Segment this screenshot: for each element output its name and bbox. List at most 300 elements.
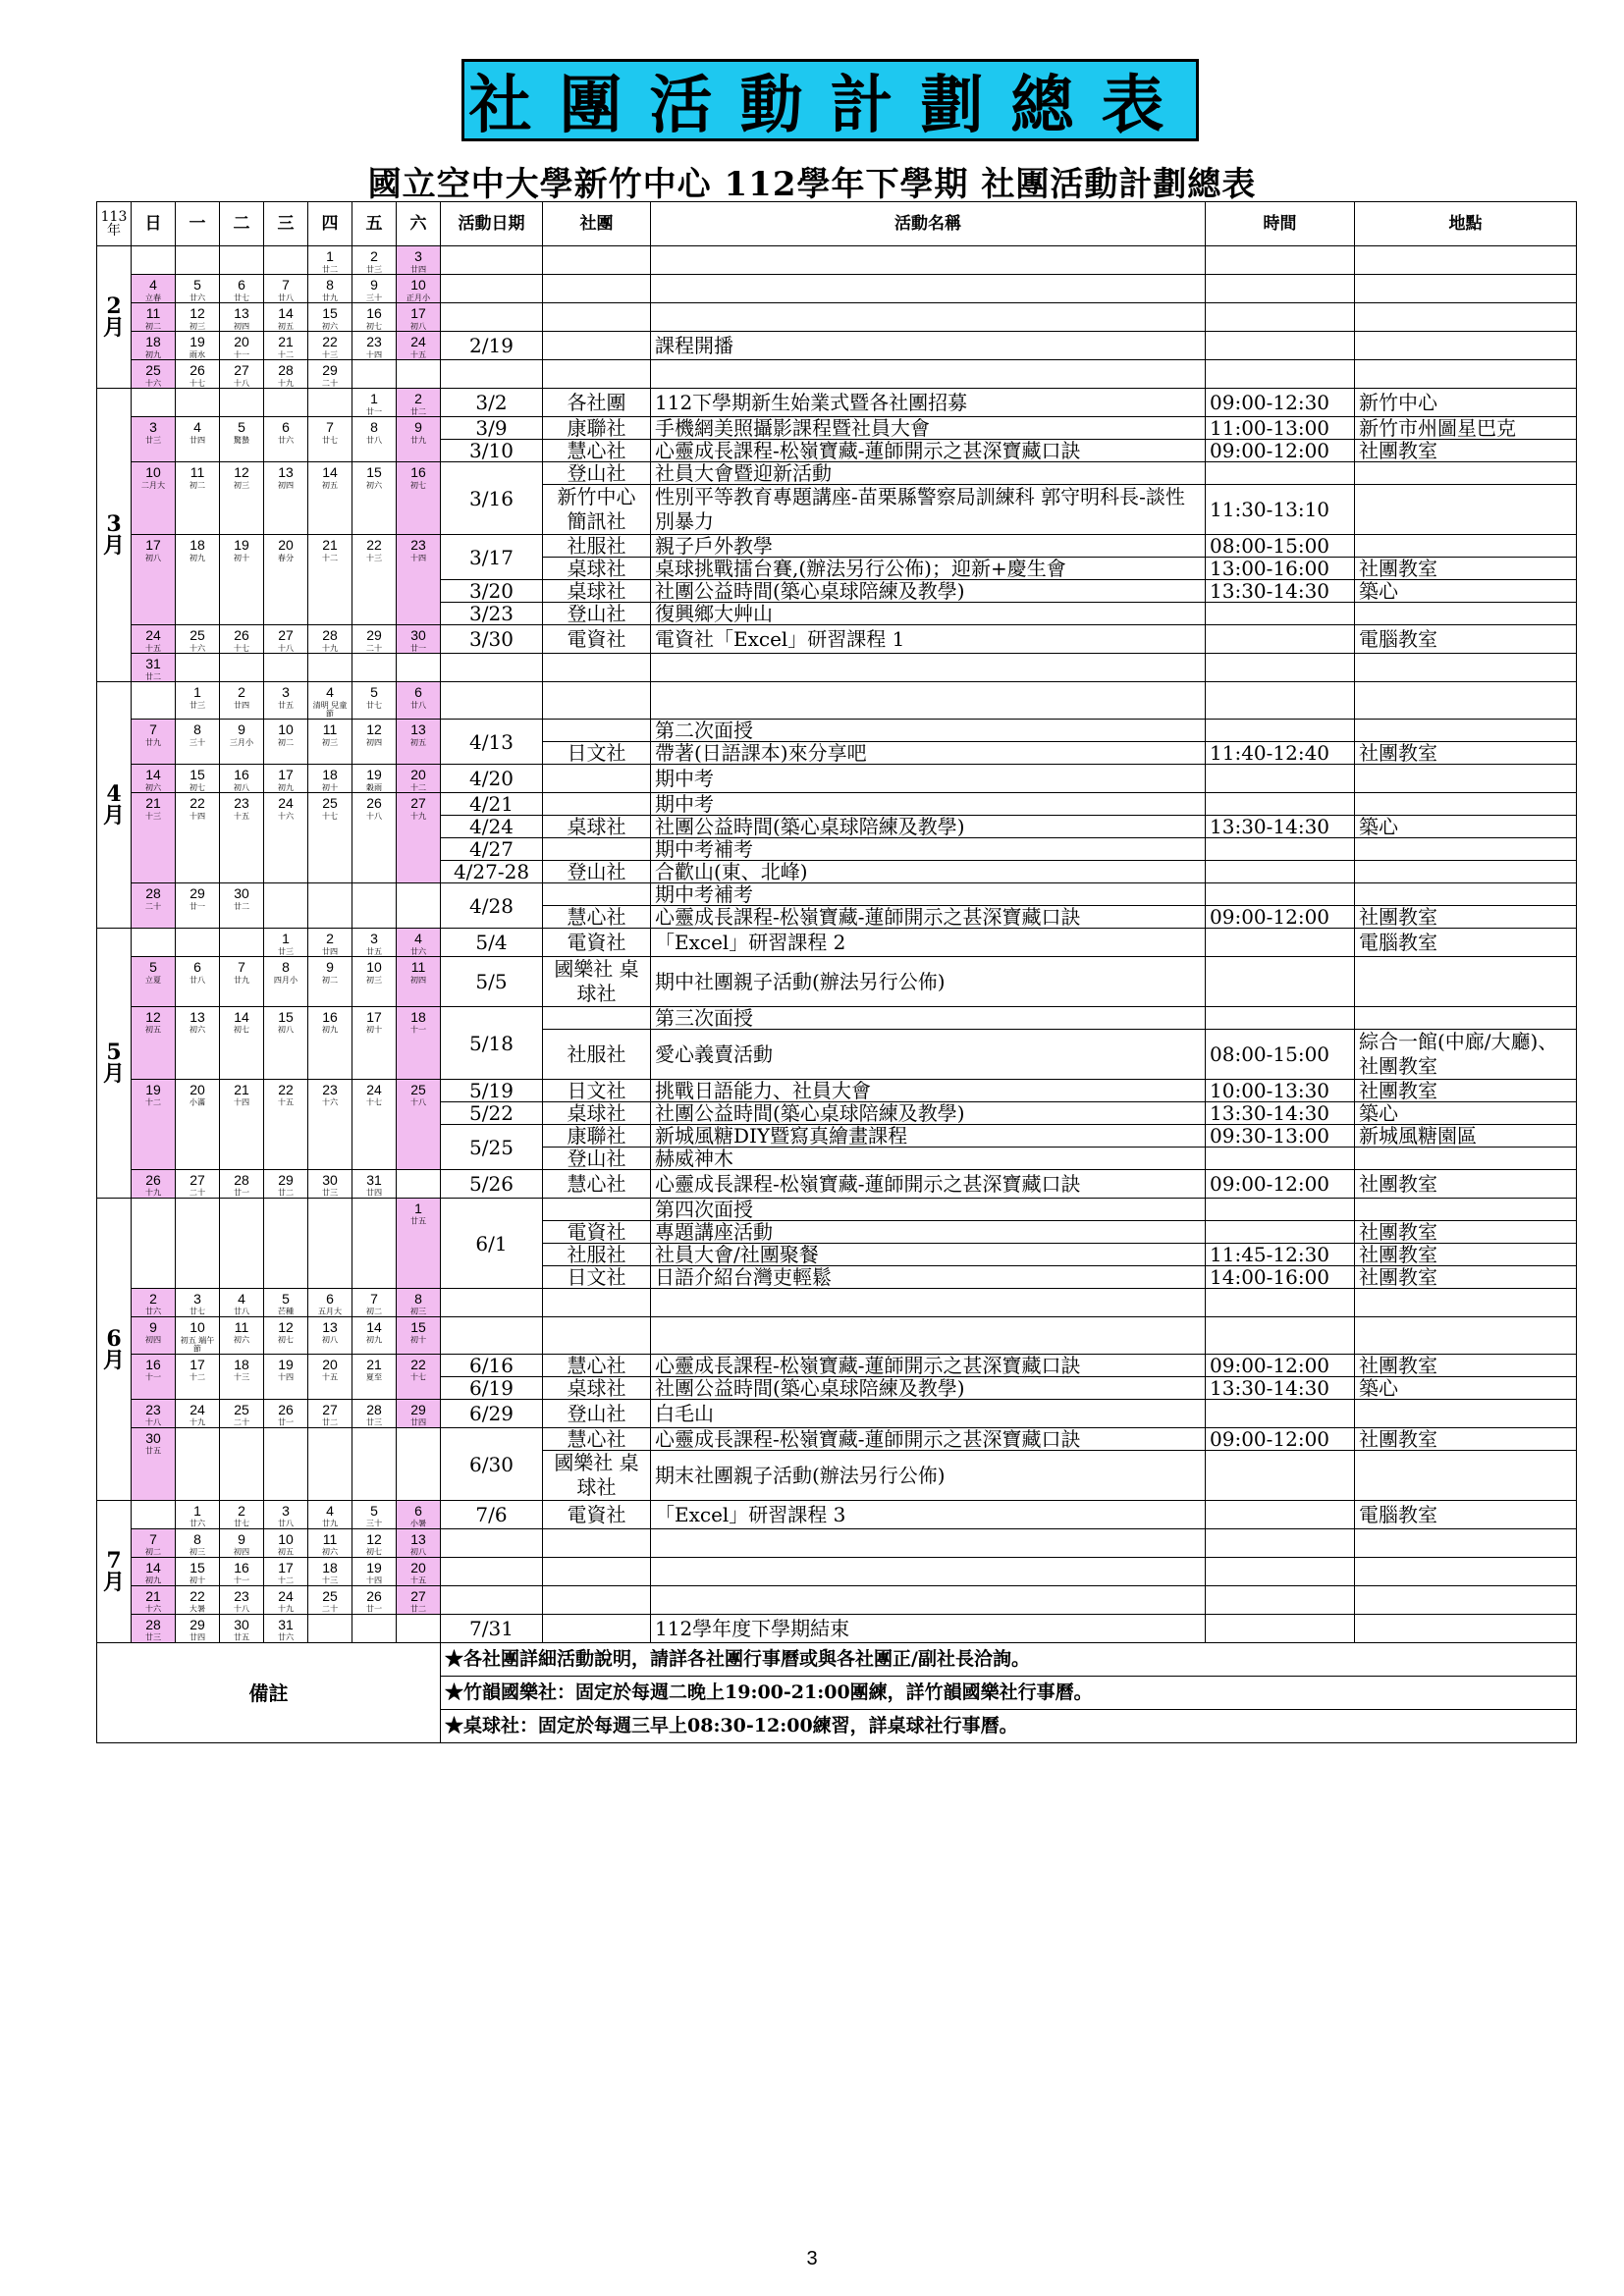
calendar-day [132, 1501, 176, 1529]
activity-date: 7/31 [441, 1615, 543, 1643]
lunar-date: 廿八 [277, 293, 295, 302]
lunar-date: 初四 [144, 1335, 162, 1345]
plan-body [97, 246, 1577, 1643]
lunar-date: 廿九 [144, 737, 162, 747]
calendar-day [352, 1428, 397, 1501]
header-day-mon: 一 [176, 202, 220, 246]
lunar-date: 初九 [277, 782, 295, 792]
day-number: 17 [145, 537, 161, 553]
lunar-date: 十四 [409, 553, 427, 562]
day-number: 24 [366, 1082, 382, 1097]
calendar-day [132, 1317, 176, 1355]
calendar-day [176, 1317, 220, 1355]
day-number: 4 [414, 931, 422, 946]
day-number: 8 [282, 959, 290, 975]
activity-name: 新城風糖DIY暨寫真繪畫課程 [651, 1125, 1206, 1148]
table-row [97, 1529, 1577, 1558]
calendar-day [308, 625, 352, 654]
calendar-day [132, 417, 176, 462]
calendar-day [132, 1615, 176, 1643]
calendar-day [176, 793, 220, 883]
day-number: 9 [414, 419, 422, 435]
activity-time: 13:30-14:30 [1206, 816, 1355, 838]
activity-place: 社團教室 [1355, 1170, 1577, 1199]
calendar-day [264, 883, 308, 929]
activity-club: 國樂社 桌球社 [543, 957, 651, 1007]
calendar-day [220, 720, 264, 765]
activity-place: 築心 [1355, 816, 1577, 838]
lunar-date: 十一 [233, 1575, 250, 1585]
activity-club: 慧心社 [543, 440, 651, 462]
note-line: ★各社團詳細活動說明，請詳各社團行事曆或與各社團正/副社長洽詢。 [441, 1643, 1577, 1677]
lunar-date: 十八 [409, 1097, 427, 1107]
calendar-day [352, 957, 397, 1007]
activity-place: 社團教室 [1355, 1266, 1577, 1289]
lunar-date: 十五 [409, 1575, 427, 1585]
calendar-day [397, 957, 441, 1007]
calendar-day [264, 1289, 308, 1317]
lunar-date: 十二 [409, 782, 427, 792]
calendar-day [132, 765, 176, 793]
calendar-day [397, 1317, 441, 1355]
calendar-day [220, 883, 264, 929]
activity-name: 期中考 [651, 793, 1206, 816]
activity-time: 09:00-12:30 [1206, 389, 1355, 417]
lunar-date: 廿一 [365, 406, 383, 416]
calendar-day [220, 1170, 264, 1199]
day-number: 16 [234, 767, 249, 782]
table-row [97, 682, 1577, 720]
calendar-day [132, 1080, 176, 1170]
lunar-date: 初三 [233, 480, 250, 490]
day-number: 7 [238, 959, 245, 975]
calendar-day [352, 682, 397, 720]
lunar-date: 初七 [233, 1025, 250, 1035]
day-number: 2 [414, 391, 422, 406]
lunar-date: 廿三 [365, 1417, 383, 1427]
lunar-date: 十七 [409, 1372, 427, 1382]
calendar-day [220, 1428, 264, 1501]
day-number: 14 [278, 305, 294, 321]
calendar-day [308, 1199, 352, 1289]
day-number: 21 [366, 1357, 382, 1372]
lunar-date: 廿二 [409, 1604, 427, 1614]
activity-place: 新城風糖園區 [1355, 1125, 1577, 1148]
activity-date [441, 654, 543, 682]
day-number: 5 [193, 277, 201, 293]
lunar-date: 初二 [277, 737, 295, 747]
calendar-day [397, 1428, 441, 1501]
calendar-day [264, 1199, 308, 1289]
lunar-date: 廿三 [277, 946, 295, 956]
calendar-day [352, 654, 397, 682]
day-number: 14 [234, 1009, 249, 1025]
lunar-date: 芒種 [277, 1307, 295, 1316]
day-number: 18 [322, 1560, 338, 1575]
day-number: 12 [145, 1009, 161, 1025]
calendar-day [264, 1170, 308, 1199]
calendar-day [352, 535, 397, 625]
day-number: 12 [366, 721, 382, 737]
lunar-date: 初二 [189, 480, 206, 490]
day-number: 28 [234, 1172, 249, 1188]
day-number: 23 [234, 1588, 249, 1604]
day-number: 9 [326, 959, 334, 975]
day-number: 31 [366, 1172, 382, 1188]
calendar-day [176, 765, 220, 793]
activity-place [1355, 462, 1577, 485]
activity-club [543, 360, 651, 389]
activity-date: 5/25 [441, 1125, 543, 1170]
calendar-day [397, 720, 441, 765]
activity-name: 性別平等教育專題講座-苗栗縣警察局訓練科 郭守明科長-談性別暴力 [651, 485, 1206, 535]
calendar-day [264, 654, 308, 682]
calendar-day [352, 1080, 397, 1170]
activity-place [1355, 303, 1577, 332]
day-number: 8 [414, 1291, 422, 1307]
calendar-day [264, 1400, 308, 1428]
lunar-date: 廿四 [189, 435, 206, 445]
day-number: 5 [370, 684, 378, 700]
activity-name [651, 1558, 1206, 1586]
header-day-sat: 六 [397, 202, 441, 246]
calendar-day [132, 1170, 176, 1199]
activity-name: 赫威神木 [651, 1148, 1206, 1170]
lunar-date: 初五 [144, 1025, 162, 1035]
day-number: 14 [145, 767, 161, 782]
lunar-date: 初七 [189, 782, 206, 792]
day-number: 10 [366, 959, 382, 975]
table-row [97, 1170, 1577, 1199]
activity-club: 新竹中心 簡訊社 [543, 485, 651, 535]
activity-name: 復興鄉大艸山 [651, 603, 1206, 625]
header-place: 地點 [1355, 202, 1577, 246]
activity-time [1206, 929, 1355, 957]
activity-date: 4/27 [441, 838, 543, 861]
calendar-day [132, 1529, 176, 1558]
lunar-date: 十一 [233, 349, 250, 359]
day-number: 29 [322, 362, 338, 378]
lunar-date: 立春 [144, 293, 162, 302]
activity-date: 4/24 [441, 816, 543, 838]
lunar-date: 廿八 [365, 435, 383, 445]
calendar-day [397, 1170, 441, 1199]
calendar-day [352, 1558, 397, 1586]
activity-name: 社團公益時間(築心桌球陪練及教學) [651, 1102, 1206, 1125]
lunar-date: 十八 [365, 811, 383, 821]
calendar-day [352, 389, 397, 417]
day-number: 29 [410, 1402, 426, 1417]
calendar-day [397, 654, 441, 682]
lunar-date: 廿九 [321, 1519, 339, 1528]
day-number: 19 [189, 334, 205, 349]
calendar-day [176, 1355, 220, 1400]
calendar-day [132, 883, 176, 929]
activity-date [441, 682, 543, 720]
lunar-date: 初六 [144, 782, 162, 792]
lunar-date: 十五 [233, 811, 250, 821]
header-day-fri: 五 [352, 202, 397, 246]
calendar-day [132, 1558, 176, 1586]
lunar-date: 廿六 [277, 435, 295, 445]
activity-name: 日語介紹台灣吏輕鬆 [651, 1266, 1206, 1289]
calendar-day [308, 1428, 352, 1501]
lunar-date: 十九 [277, 1604, 295, 1614]
day-number: 15 [410, 1319, 426, 1335]
lunar-date: 初三 [189, 321, 206, 331]
activity-club [543, 682, 651, 720]
lunar-date: 初七 [365, 321, 383, 331]
calendar-day [397, 625, 441, 654]
calendar-day [397, 275, 441, 303]
calendar-day [308, 1615, 352, 1643]
calendar-day [176, 1080, 220, 1170]
table-row [97, 303, 1577, 332]
calendar-day [132, 275, 176, 303]
activity-place: 社團教室 [1355, 906, 1577, 929]
lunar-date: 廿七 [321, 435, 339, 445]
calendar-day [352, 1007, 397, 1080]
day-number: 29 [189, 885, 205, 901]
day-number: 16 [366, 305, 382, 321]
activity-club [543, 654, 651, 682]
calendar-day [397, 929, 441, 957]
activity-name: 專題講座活動 [651, 1221, 1206, 1244]
table-row [97, 1428, 1577, 1451]
lunar-date: 廿四 [365, 1188, 383, 1198]
lunar-date: 初四 [365, 737, 383, 747]
activity-date: 3/23 [441, 603, 543, 625]
day-number: 2 [326, 931, 334, 946]
activity-name [651, 360, 1206, 389]
day-number: 24 [410, 334, 426, 349]
table-row [97, 1199, 1577, 1221]
activity-club: 電資社 [543, 929, 651, 957]
activity-name: 心靈成長課程-松嶺寶藏-蓮師開示之甚深寶藏口訣 [651, 1428, 1206, 1451]
activity-place: 社團教室 [1355, 1428, 1577, 1451]
activity-place: 築心 [1355, 580, 1577, 603]
lunar-date: 廿六 [144, 1307, 162, 1316]
activity-name: 桌球挑戰擂台賽,(辦法另行公佈)；迎新+慶生會 [651, 558, 1206, 580]
day-number: 13 [410, 1531, 426, 1547]
calendar-day [352, 1170, 397, 1199]
day-number: 11 [322, 1531, 338, 1547]
day-number: 21 [322, 537, 338, 553]
lunar-date: 廿五 [144, 1446, 162, 1456]
day-number: 13 [410, 721, 426, 737]
lunar-date: 初三 [321, 737, 339, 747]
lunar-date: 初六 [233, 1335, 250, 1345]
activity-time [1206, 360, 1355, 389]
day-number: 13 [278, 464, 294, 480]
calendar-day [176, 1428, 220, 1501]
activity-time: 09:00-12:00 [1206, 440, 1355, 462]
activity-club: 國樂社 桌球社 [543, 1451, 651, 1501]
calendar-day [397, 417, 441, 462]
activity-place [1355, 883, 1577, 906]
day-number: 1 [193, 1503, 201, 1519]
lunar-date: 初三 [409, 1307, 427, 1316]
lunar-date: 三十 [189, 737, 206, 747]
day-number: 1 [414, 1201, 422, 1216]
lunar-date: 初六 [321, 321, 339, 331]
day-number: 9 [238, 1531, 245, 1547]
day-number: 26 [366, 1588, 382, 1604]
lunar-date: 三十 [365, 1519, 383, 1528]
table-row [97, 462, 1577, 485]
activity-date: 6/30 [441, 1428, 543, 1501]
calendar-day [132, 957, 176, 1007]
day-number: 5 [238, 419, 245, 435]
lunar-date: 廿七 [233, 293, 250, 302]
calendar-day [220, 1615, 264, 1643]
lunar-date: 十二 [277, 349, 295, 359]
lunar-date: 廿五 [233, 1632, 250, 1642]
day-number: 19 [366, 1560, 382, 1575]
calendar-day [176, 1586, 220, 1615]
calendar-day [176, 275, 220, 303]
lunar-date: 廿九 [321, 293, 339, 302]
calendar-day [397, 1400, 441, 1428]
day-number: 25 [145, 362, 161, 378]
table-row [97, 929, 1577, 957]
calendar-day [176, 1558, 220, 1586]
activity-club: 桌球社 [543, 816, 651, 838]
day-number: 11 [234, 1319, 249, 1335]
day-number: 7 [149, 1531, 157, 1547]
activity-name: 期中考補考 [651, 883, 1206, 906]
day-number: 13 [189, 1009, 205, 1025]
activity-club [543, 275, 651, 303]
lunar-date: 十三 [321, 1575, 339, 1585]
lunar-date: 十六 [277, 811, 295, 821]
calendar-day [220, 1558, 264, 1586]
day-number: 15 [366, 464, 382, 480]
day-number: 17 [410, 305, 426, 321]
lunar-date: 十九 [321, 643, 339, 653]
lunar-date: 廿三 [365, 264, 383, 274]
activity-name: 社團公益時間(築心桌球陪練及教學) [651, 816, 1206, 838]
lunar-date: 二十 [189, 1188, 206, 1198]
activity-name [651, 682, 1206, 720]
lunar-date: 初五 [409, 737, 427, 747]
calendar-day [308, 1007, 352, 1080]
calendar-day [352, 929, 397, 957]
day-number: 22 [278, 1082, 294, 1097]
day-number: 2 [238, 1503, 245, 1519]
calendar-day [220, 332, 264, 360]
activity-name: 「Excel」研習課程 3 [651, 1501, 1206, 1529]
calendar-day [264, 1080, 308, 1170]
lunar-date: 廿四 [233, 700, 250, 710]
activity-place [1355, 1615, 1577, 1643]
calendar-day [220, 417, 264, 462]
lunar-date: 初六 [189, 1025, 206, 1035]
table-row [97, 1317, 1577, 1355]
activity-date: 4/21 [441, 793, 543, 816]
activity-club [543, 765, 651, 793]
calendar-day [176, 1529, 220, 1558]
day-number: 8 [326, 277, 334, 293]
day-number: 20 [322, 1357, 338, 1372]
note-line: ★竹韻國樂社：固定於每週二晚上19:00-21:00團練，詳竹韻國樂社行事曆。 [441, 1677, 1577, 1710]
lunar-date: 廿一 [189, 901, 206, 911]
activity-place [1355, 1317, 1577, 1355]
calendar-day [264, 625, 308, 654]
lunar-date: 初七 [365, 1547, 383, 1557]
calendar-day [264, 1529, 308, 1558]
header-year: 113年 [97, 202, 132, 246]
activity-plan-table [96, 201, 1577, 1743]
calendar-day [220, 1355, 264, 1400]
lunar-date: 十一 [409, 1025, 427, 1035]
calendar-day [308, 1558, 352, 1586]
calendar-day [176, 883, 220, 929]
day-number: 14 [322, 464, 338, 480]
calendar-day [132, 246, 176, 275]
activity-place: 電腦教室 [1355, 1501, 1577, 1529]
calendar-day [176, 1199, 220, 1289]
activity-place [1355, 246, 1577, 275]
lunar-date: 廿二 [321, 264, 339, 274]
activity-date: 5/19 [441, 1080, 543, 1102]
calendar-day [352, 1317, 397, 1355]
table-row [97, 765, 1577, 793]
lunar-date: 十九 [189, 1417, 206, 1427]
activity-name [651, 1317, 1206, 1355]
activity-time [1206, 1317, 1355, 1355]
lunar-date: 十三 [365, 553, 383, 562]
day-number: 7 [326, 419, 334, 435]
calendar-day [132, 625, 176, 654]
activity-time: 08:00-15:00 [1206, 535, 1355, 558]
day-number: 1 [370, 391, 378, 406]
lunar-date: 初四 [233, 1547, 250, 1557]
activity-time [1206, 1558, 1355, 1586]
day-number: 12 [278, 1319, 294, 1335]
calendar-day [220, 360, 264, 389]
calendar-day [264, 360, 308, 389]
day-number: 17 [366, 1009, 382, 1025]
day-number: 21 [145, 1588, 161, 1604]
calendar-day [220, 929, 264, 957]
activity-club [543, 1615, 651, 1643]
table-row [97, 1400, 1577, 1428]
table-row [97, 275, 1577, 303]
activity-time: 09:00-12:00 [1206, 1170, 1355, 1199]
notes-label: 備註 [97, 1643, 441, 1743]
calendar-day [220, 1080, 264, 1170]
activity-time: 13:30-14:30 [1206, 1377, 1355, 1400]
calendar-day [352, 1586, 397, 1615]
lunar-date: 十六 [321, 1097, 339, 1107]
activity-time: 09:00-12:00 [1206, 1355, 1355, 1377]
calendar-day [220, 246, 264, 275]
day-number: 5 [282, 1291, 290, 1307]
day-number: 11 [189, 464, 205, 480]
activity-time [1206, 1221, 1355, 1244]
day-number: 22 [410, 1357, 426, 1372]
activity-name: 期中考 [651, 765, 1206, 793]
calendar-day [264, 417, 308, 462]
page-subtitle: 國立空中大學新竹中心 112學年下學期 社團活動計劃總表 [367, 165, 1257, 204]
calendar-day [132, 1428, 176, 1501]
activity-place: 社團教室 [1355, 1244, 1577, 1266]
activity-name [651, 275, 1206, 303]
lunar-date: 廿五 [277, 700, 295, 710]
lunar-date: 初八 [277, 1025, 295, 1035]
calendar-day [308, 462, 352, 535]
